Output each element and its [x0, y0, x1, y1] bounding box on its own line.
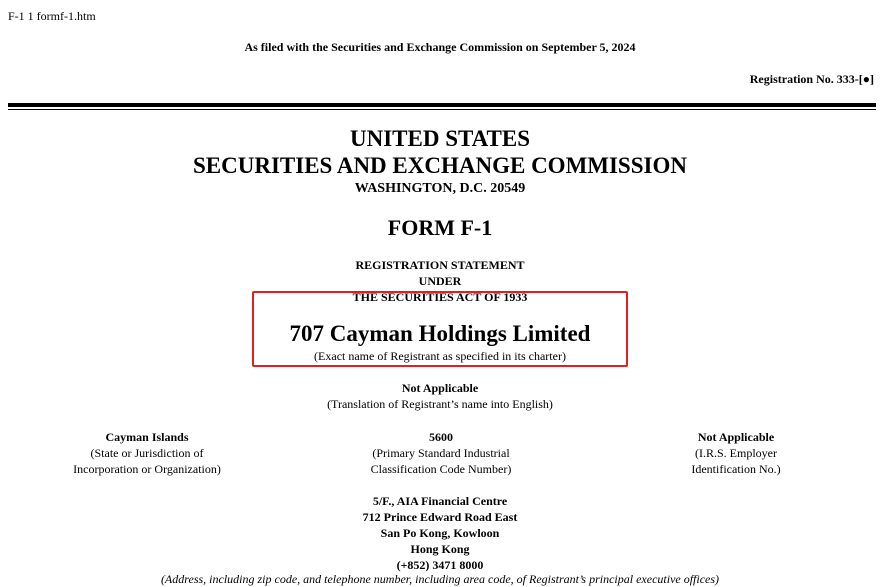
translation-value: Not Applicable	[401, 381, 479, 395]
statement-line-2: UNDER	[418, 274, 462, 288]
sic-value: 5600	[429, 430, 453, 444]
registrant-name: 707 Cayman Holdings Limited	[289, 321, 591, 346]
address-line-4: Hong Kong	[410, 542, 470, 556]
header-united-states: UNITED STATES	[349, 126, 530, 151]
registrant-caption: (Exact name of Registrant as specified in its charter)	[314, 349, 566, 363]
irs-caption-1: (I.R.S. Employer	[695, 446, 777, 460]
sic-column	[331, 429, 551, 477]
jurisdiction-value: Cayman Islands	[105, 430, 189, 444]
sic-caption-2: Classification Code Number)	[370, 462, 512, 476]
header-rule-thin	[8, 109, 876, 110]
address-phone: (+852) 3471 8000	[396, 558, 484, 572]
irs-column	[636, 429, 836, 477]
jurisdiction-column	[37, 429, 257, 477]
registration-number: Registration No. 333-[●]	[749, 72, 874, 86]
header-sec: SECURITIES AND EXCHANGE COMMISSION	[193, 153, 687, 178]
address-caption: (Address, including zip code, and telephone number, including area code, of Registrant’s principal executive offices)	[160, 572, 720, 586]
irs-caption-2: Identification No.)	[691, 462, 781, 476]
jurisdiction-caption-1: (State or Jurisdiction of	[90, 446, 204, 460]
address-line-2: 712 Prince Edward Road East	[362, 510, 518, 524]
highlight-box	[252, 291, 628, 367]
address-line-3: San Po Kong, Kowloon	[380, 526, 500, 540]
statement-line-3: THE SECURITIES ACT OF 1933	[352, 290, 528, 304]
statement-line-1: REGISTRATION STATEMENT	[355, 258, 525, 272]
filed-date-line: As filed with the Securities and Exchange Commission on September 5, 2024	[244, 40, 636, 54]
header-washington: WASHINGTON, D.C. 20549	[354, 181, 526, 196]
irs-value: Not Applicable	[697, 430, 775, 444]
header-rule-thick	[8, 103, 876, 107]
translation-caption: (Translation of Registrant’s name into English)	[327, 397, 553, 411]
form-title: FORM F-1	[387, 215, 493, 240]
address-line-1: 5/F., AIA Financial Centre	[372, 494, 508, 508]
jurisdiction-caption-2: Incorporation or Organization)	[73, 462, 221, 476]
sic-caption-1: (Primary Standard Industrial	[372, 446, 510, 460]
file-label: F-1 1 formf-1.htm	[8, 9, 96, 23]
